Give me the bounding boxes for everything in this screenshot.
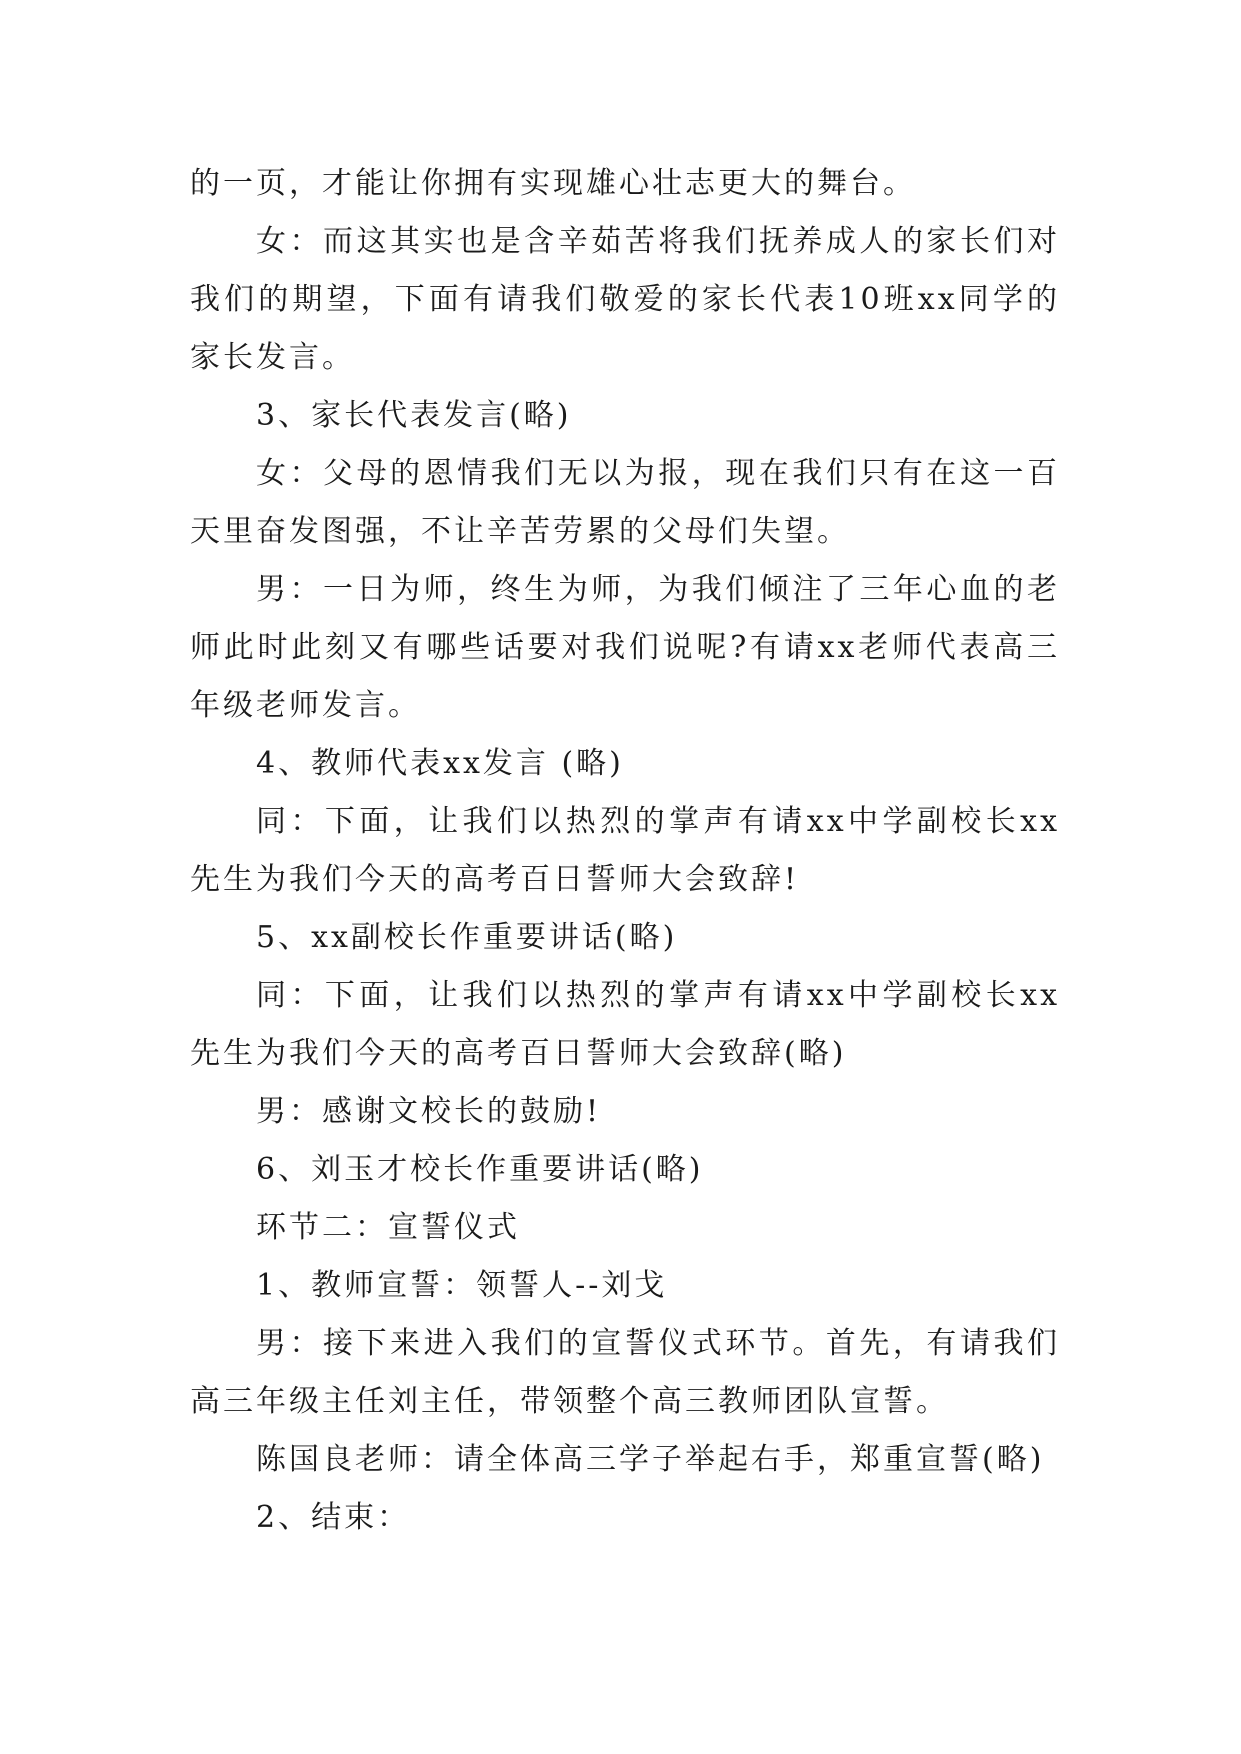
paragraph-item-3: 3、家长代表发言(略) [256, 398, 572, 433]
paragraph-item-5: 5、xx副校长作重要讲话(略) [256, 920, 678, 955]
paragraph-end: 2、结束： [256, 1500, 411, 1535]
document-body [190, 155, 1060, 1547]
paragraph-together-vice-principal-2: 同：下面，让我们以热烈的掌声有请xx中学副校长xx先生为我们今天的高考百日誓师大会致辞(略) [190, 978, 1060, 1071]
paragraph-continuation: 的一页，才能让你拥有实现雄心壮志更大的舞台。 [190, 166, 916, 201]
paragraph-item-4: 4、教师代表xx发言 (略) [256, 746, 624, 781]
paragraph-male-thanks: 男：感谢文校长的鼓励! [256, 1094, 602, 1129]
paragraph-male-oath-intro: 男：接下来进入我们的宣誓仪式环节。首先，有请我们高三年级主任刘主任，带领整个高三教师团队宣誓。 [190, 1326, 1060, 1419]
paragraph-teacher-oath: 1、教师宣誓：领誓人--刘戈 [256, 1268, 668, 1303]
paragraph-male-teacher-intro: 男：一日为师，终生为师，为我们倾注了三年心血的老师此时此刻又有哪些话要对我们说呢?有请xx老师代表高三年级老师发言。 [190, 572, 1060, 723]
paragraph-section-two: 环节二：宣誓仪式 [256, 1210, 520, 1245]
paragraph-female-parents: 女：父母的恩情我们无以为报，现在我们只有在这一百天里奋发图强，不让辛苦劳累的父母们失望。 [190, 456, 1060, 549]
paragraph-item-6: 6、刘玉才校长作重要讲话(略) [256, 1152, 704, 1187]
paragraph-female-parent-intro: 女：而这其实也是含辛茹苦将我们抚养成人的家长们对我们的期望，下面有请我们敬爱的家长代表10班xx同学的家长发言。 [190, 224, 1060, 375]
paragraph-together-vice-principal: 同：下面，让我们以热烈的掌声有请xx中学副校长xx先生为我们今天的高考百日誓师大会致辞! [190, 804, 1060, 897]
paragraph-teacher-chen: 陈国良老师：请全体高三学子举起右手，郑重宣誓(略) [256, 1442, 1045, 1477]
